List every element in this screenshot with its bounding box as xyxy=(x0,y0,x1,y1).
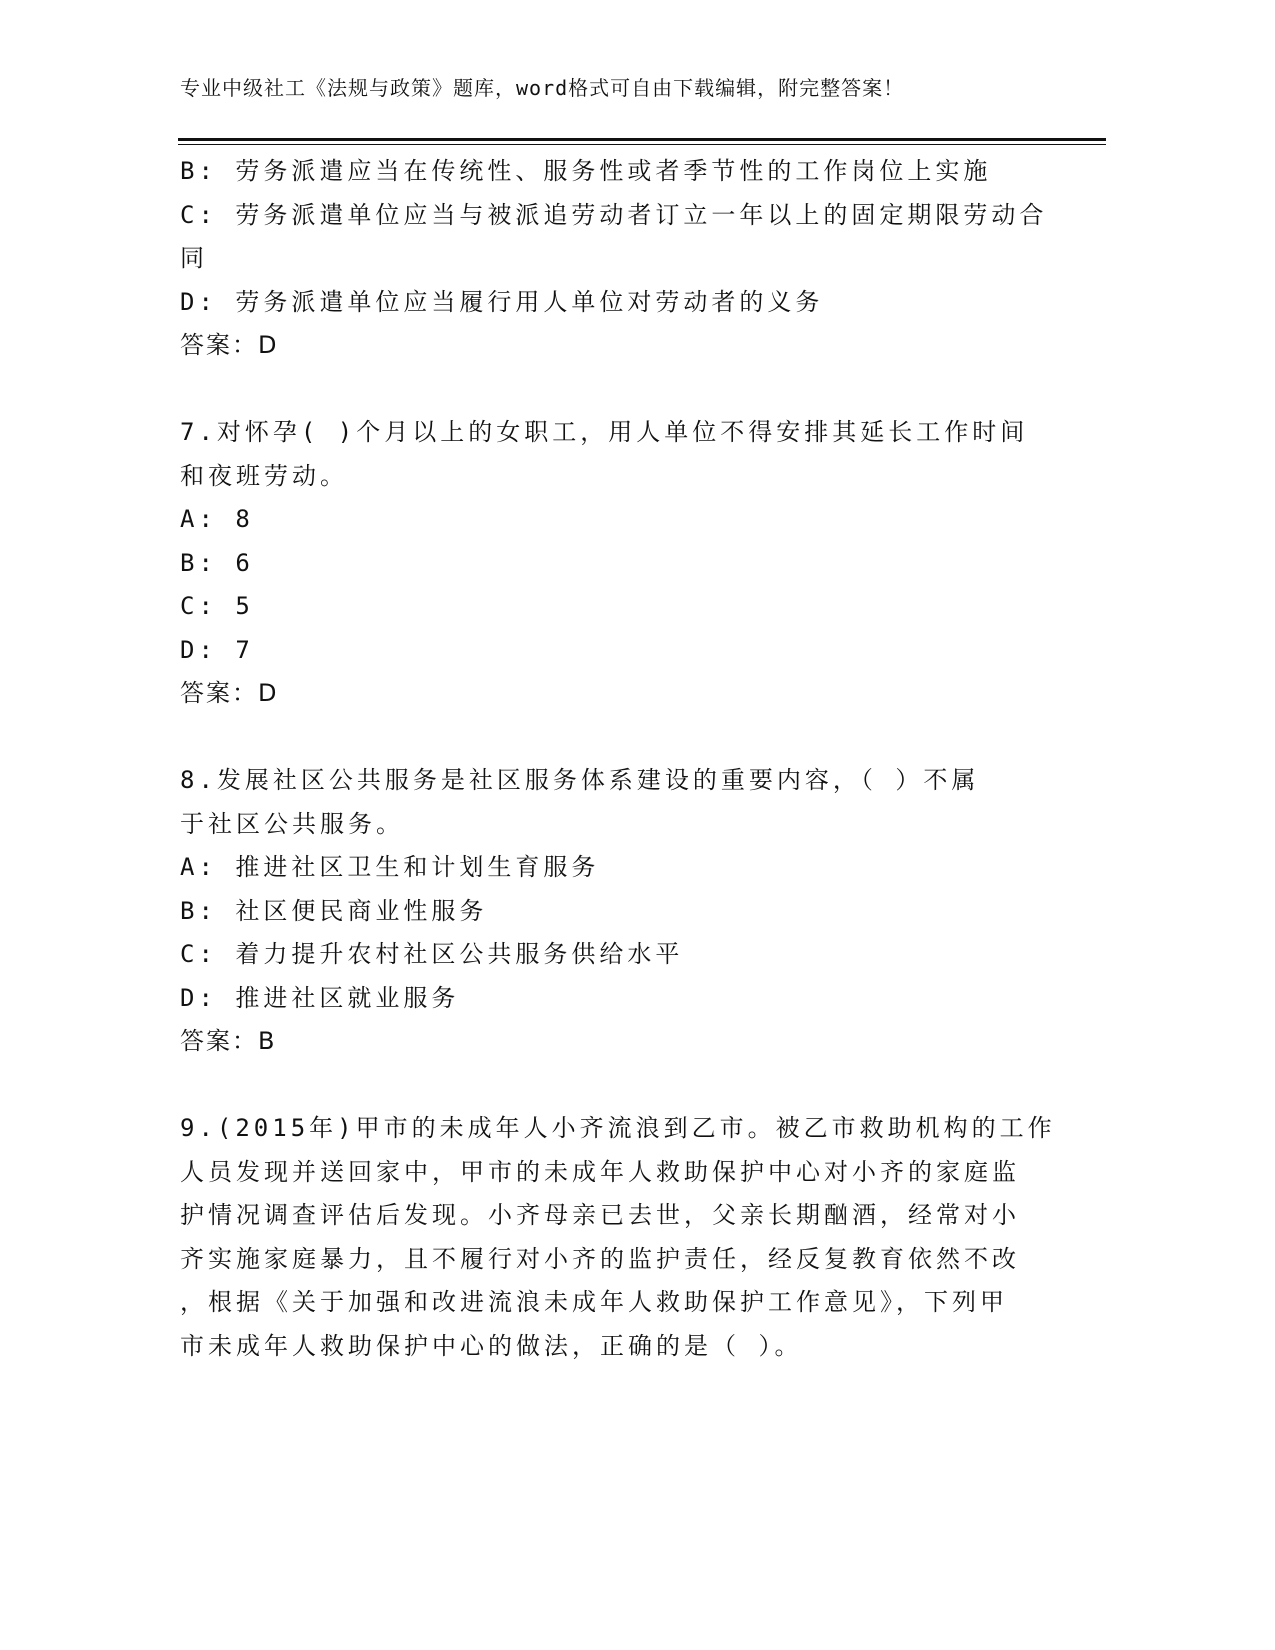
page-header: 专业中级社工《法规与政策》题库，word格式可自由下载编辑，附完整答案！ xyxy=(180,76,905,100)
spacer xyxy=(180,1064,1030,1108)
question-9-stem-line-6: 市未成年人救助保护中心的做法，正确的是（ ）。 xyxy=(180,1331,803,1360)
question-9-stem-line-5: ，根据《关于加强和改进流浪未成年人救助保护工作意见》，下列甲 xyxy=(180,1288,1008,1316)
question-9-stem-line-3: 护情况调查评估后发现。小齐母亲已去世，父亲长期酗酒，经常对小 xyxy=(180,1201,1020,1229)
question-6-options xyxy=(180,150,1048,324)
question-9-stem-line-2: 人员发现并送回家中，甲市的未成年人救助保护中心对小齐的家庭监 xyxy=(180,1157,1020,1186)
question-8-option-d: D: 推进社区就业服务 xyxy=(180,983,460,1012)
question-7-answer: 答案：D xyxy=(180,679,279,707)
question-8-stem-line-1: 8.发展社区公共服务是社区服务体系建设的重要内容，（ ）不属 xyxy=(180,766,980,794)
question-8-answer: 答案：B xyxy=(180,1027,277,1055)
question-8 xyxy=(180,759,1030,1064)
question-content xyxy=(180,150,1056,1368)
question-7-stem-line-1: 7.对怀孕( )个月以上的女职工，用人单位不得安排其延长工作时间 xyxy=(180,418,1029,446)
question-6-answer: 答案：D xyxy=(180,331,279,359)
spacer xyxy=(180,368,1030,412)
question-8-option-c: C: 着力提升农村社区公共服务供给水平 xyxy=(180,940,684,968)
question-9-stem-line-1: 9.(2015年)甲市的未成年人小齐流浪到乙市。被乙市救助机构的工作 xyxy=(180,1114,1056,1142)
question-6-option-d: D: 劳务派遣单位应当履行用人单位对劳动者的义务 xyxy=(180,287,824,316)
question-6-option-c: C: 劳务派遣单位应当与被派追劳动者订立一年以上的固定期限劳动合 xyxy=(180,200,1048,229)
question-7-option-d: D: 7 xyxy=(180,635,254,664)
header-divider-thin xyxy=(178,144,1106,145)
question-7-stem-line-2: 和夜班劳动。 xyxy=(180,461,348,490)
question-9-stem-line-4: 齐实施家庭暴力，且不履行对小齐的监护责任，经反复教育依然不改 xyxy=(180,1244,1020,1273)
spacer xyxy=(180,716,1030,760)
header-divider-thick xyxy=(178,138,1106,141)
question-6-option-c-cont: 同 xyxy=(180,244,208,272)
question-8-stem-line-2: 于社区公共服务。 xyxy=(180,809,404,838)
question-7-option-c: C: 5 xyxy=(180,592,254,620)
question-7-option-b: B: 6 xyxy=(180,548,254,577)
question-6-option-b: B: 劳务派遣应当在传统性、服务性或者季节性的工作岗位上实施 xyxy=(180,157,992,185)
question-8-option-a: A: 推进社区卫生和计划生育服务 xyxy=(180,853,600,881)
question-7-option-a: A: 8 xyxy=(180,505,254,533)
question-9 xyxy=(180,1107,1056,1368)
question-7 xyxy=(180,411,1030,716)
question-8-option-b: B: 社区便民商业性服务 xyxy=(180,896,488,925)
